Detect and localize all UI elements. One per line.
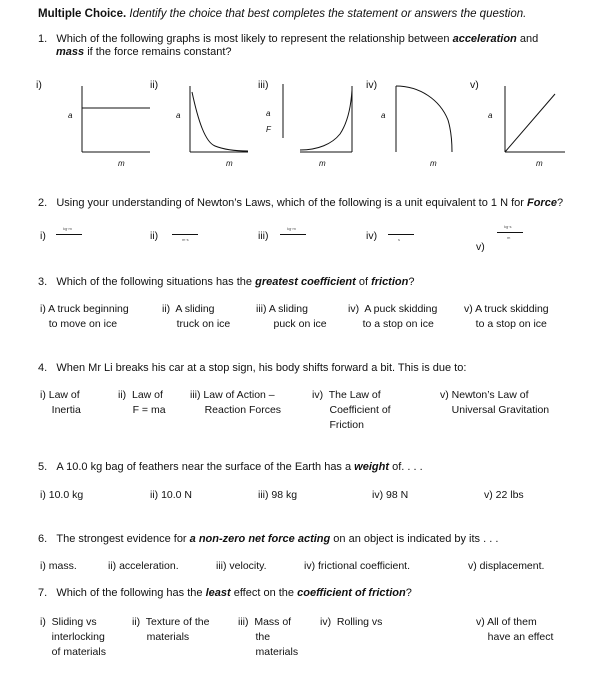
axis-y-label: a — [266, 109, 271, 118]
option-q5-ii[interactable]: ii) 10.0 N — [150, 489, 193, 501]
emphasis: weight — [354, 461, 390, 473]
emphasis: greatest coefficient — [255, 276, 356, 288]
axis-y-label: F — [266, 125, 271, 134]
graph-ii[interactable] — [176, 86, 248, 168]
axis-x-label: m — [536, 159, 543, 168]
emphasis: acceleration — [452, 33, 517, 45]
emphasis: coefficient of friction — [297, 587, 406, 599]
option-q7-v[interactable]: v) All of them have an effect — [476, 616, 554, 643]
graph-i[interactable] — [68, 86, 150, 168]
frac-den: m·s — [182, 237, 189, 242]
question-text: ? — [405, 587, 412, 599]
option-label[interactable]: iii) — [258, 79, 269, 91]
option-q6-iii[interactable]: iii) velocity. — [216, 560, 267, 572]
question-text: effect on the — [230, 587, 298, 599]
emphasis: friction — [371, 276, 409, 288]
question-text: The strongest evidence for — [56, 533, 190, 545]
question-text: if the force remains constant? — [84, 46, 232, 58]
question-number: 6. — [38, 533, 48, 545]
question-text: of — [355, 276, 372, 288]
fraction-option-3[interactable] — [280, 226, 306, 241]
option-q3-iii[interactable]: iii) A sliding puck on ice — [256, 303, 327, 330]
option-label[interactable]: i) — [40, 230, 46, 242]
question-1-cont — [56, 46, 232, 58]
option-q5-iii[interactable]: iii) 98 kg — [258, 489, 298, 501]
fraction-option-1[interactable] — [56, 226, 82, 241]
question-text: Which of the following graphs is most likely to represent the relationship between — [56, 33, 453, 45]
frac-den: s — [398, 237, 400, 242]
option-q5-v[interactable]: v) 22 lbs — [484, 489, 524, 501]
graphs-q1 — [0, 80, 600, 170]
question-number: 5. — [38, 461, 48, 473]
option-q7-iii[interactable]: iii) Mass of the materials — [238, 616, 299, 658]
frac-num: kg·s — [504, 224, 512, 229]
option-q6-v[interactable]: v) displacement. — [468, 560, 545, 572]
frac-num: kg·m — [63, 226, 72, 231]
emphasis: Force — [526, 197, 557, 209]
frac-den: m — [507, 235, 511, 240]
option-q6-iv[interactable]: iv) frictional coefficient. — [304, 560, 411, 572]
option-q6-i[interactable]: i) mass. — [40, 560, 77, 572]
question-text: and — [516, 33, 539, 45]
option-label[interactable]: iv) — [366, 79, 378, 91]
question-number: 7. — [38, 587, 48, 599]
question-text: A 10.0 kg bag of feathers near the surface of the Earth has a — [56, 461, 355, 473]
question-1 — [38, 33, 538, 45]
axis-y-label: a — [176, 111, 181, 120]
question-text: Which of the following has the — [56, 587, 206, 599]
question-2 — [38, 197, 563, 209]
axis-y-label: a — [381, 111, 386, 120]
emphasis: mass — [56, 46, 85, 58]
option-q4-ii[interactable]: ii) Law of F = ma — [118, 389, 166, 416]
question-text: on an object is indicated by its . . . — [330, 533, 499, 545]
graph-iii[interactable] — [266, 84, 283, 138]
question-text: Using your understanding of Newton’s Laws, which of the following is a unit equivalent to 1 N for — [56, 197, 527, 209]
option-q5-i[interactable]: i) 10.0 kg — [40, 489, 84, 501]
question-6 — [38, 533, 498, 545]
option-q7-iv[interactable]: iv) Rolling vs — [320, 616, 383, 628]
option-q4-v[interactable]: v) Newton’s Law of Universal Gravitation — [440, 389, 550, 416]
question-3 — [38, 276, 414, 288]
question-text: ? — [556, 197, 564, 209]
frac-num: kg·m — [287, 226, 296, 231]
question-5 — [38, 461, 423, 473]
option-q4-i[interactable]: i) Law of Inertia — [40, 389, 81, 416]
instructions-header — [38, 8, 526, 20]
option-q6-ii[interactable]: ii) acceleration. — [108, 560, 179, 572]
graph-iv[interactable] — [300, 86, 352, 168]
option-label[interactable]: ii) — [150, 230, 159, 242]
fraction-option-4[interactable] — [388, 229, 414, 241]
axis-y-label: a — [68, 111, 73, 120]
graph-v[interactable] — [488, 86, 565, 168]
emphasis: least — [205, 587, 231, 599]
option-label[interactable]: v) — [476, 241, 485, 253]
question-text: When Mr Li breaks his car at a stop sign, his body shifts forward a bit. This is due to: — [56, 362, 467, 374]
header-lead: Multiple Choice. — [38, 8, 127, 20]
option-label[interactable]: ii) — [150, 79, 159, 91]
option-label[interactable]: iii) — [258, 230, 269, 242]
axis-y-label: a — [488, 111, 493, 120]
option-q3-iv[interactable]: iv) A puck skidding to a stop on ice — [348, 303, 438, 330]
option-q7-ii[interactable]: ii) Texture of the materials — [132, 616, 210, 643]
option-q5-iv[interactable]: iv) 98 N — [372, 489, 409, 501]
option-q4-iii[interactable]: iii) Law of Action – Reaction Forces — [190, 389, 282, 416]
option-q3-v[interactable]: v) A truck skidding to a stop on ice — [464, 303, 549, 330]
axis-x-label: m — [118, 159, 125, 168]
question-number: 2. — [38, 197, 48, 209]
question-number: 1. — [38, 33, 48, 45]
option-label[interactable]: iv) — [366, 230, 378, 242]
option-q4-iv[interactable]: iv) The Law of Coefficient of Friction — [312, 389, 391, 431]
question-number: 4. — [38, 362, 48, 374]
axis-x-label: m — [430, 159, 437, 168]
question-7 — [38, 587, 412, 599]
question-text: of. . . . — [389, 461, 423, 473]
header-instruction: Identify the choice that best completes the statement or answers the question. — [129, 8, 527, 20]
fraction-option-5[interactable] — [497, 224, 523, 240]
axis-x-label: m — [319, 159, 326, 168]
option-q7-i[interactable]: i) Sliding vs interlocking of materials — [40, 616, 106, 658]
axis-x-label: m — [226, 159, 233, 168]
graph-iv-b[interactable] — [381, 86, 452, 168]
option-label[interactable]: v) — [470, 79, 479, 91]
fraction-option-2[interactable] — [172, 229, 198, 241]
question-text: ? — [408, 276, 415, 288]
emphasis: a non-zero net force acting — [189, 533, 331, 545]
option-q3-ii[interactable]: ii) A sliding truck on ice — [162, 303, 231, 330]
question-number: 3. — [38, 276, 48, 288]
option-q3-i[interactable]: i) A truck beginning to move on ice — [40, 303, 129, 330]
option-label[interactable]: i) — [36, 79, 42, 91]
question-4 — [38, 362, 466, 374]
question-text: Which of the following situations has the — [56, 276, 256, 288]
